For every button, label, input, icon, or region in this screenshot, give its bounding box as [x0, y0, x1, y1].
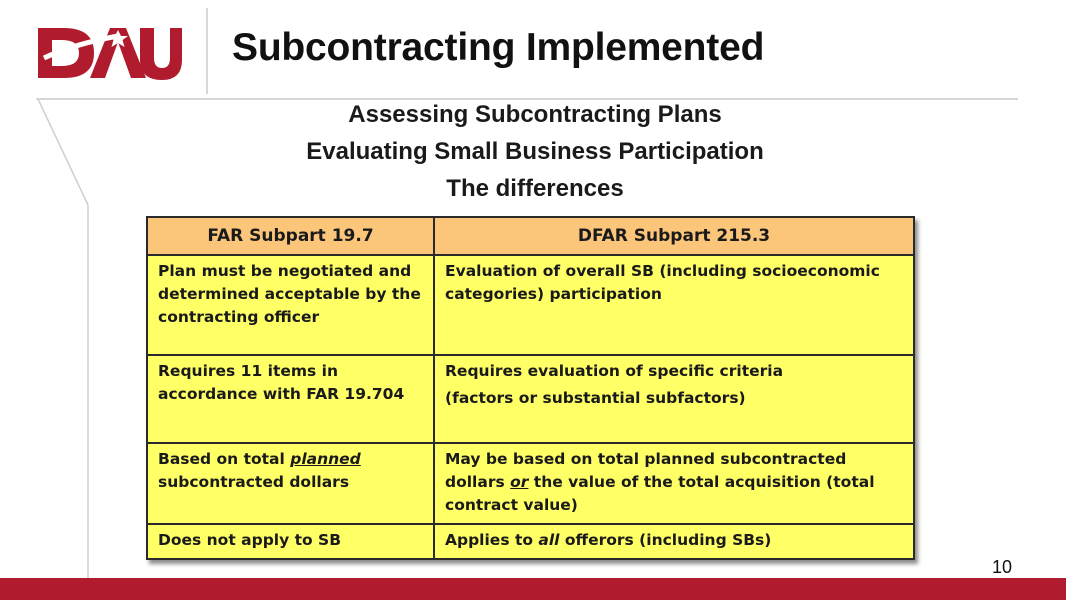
- emphasis-text: or: [510, 473, 529, 491]
- comparison-table: [146, 216, 915, 560]
- table-row: [147, 443, 914, 524]
- subtitle-line: Evaluating Small Business Participation: [306, 138, 764, 165]
- table-cell: [434, 524, 914, 559]
- emphasis-text: planned: [290, 450, 361, 468]
- table-header-row: [147, 217, 914, 255]
- cell-text: Based on total: [158, 450, 291, 468]
- cell-text: subcontracted dollars: [158, 473, 350, 491]
- table-cell: [434, 443, 914, 524]
- cell-text: offerors (including SBs): [559, 531, 772, 549]
- column-header-far: FAR Subpart 19.7: [147, 217, 434, 255]
- dau-logo: [34, 22, 184, 84]
- table-cell: Requires 11 items in accordance with FAR 19.704: [147, 355, 434, 443]
- table-cell: Does not apply to SB: [147, 524, 434, 559]
- table-cell: Evaluation of overall SB (including socioeconomic categories) participation: [434, 255, 914, 355]
- table-row: [147, 524, 914, 559]
- cell-text: Requires evaluation of specific criteria: [445, 362, 784, 380]
- slide-title: Subcontracting Implemented: [232, 26, 765, 69]
- table-row: [147, 255, 914, 355]
- subtitle-line: The differences: [446, 175, 624, 202]
- cell-text: (factors or substantial subfactors): [445, 389, 746, 407]
- subtitle-block: [200, 96, 870, 207]
- column-header-dfar: DFAR Subpart 215.3: [434, 217, 914, 255]
- cell-text: the value of the total acquisition (total contract value): [445, 473, 875, 514]
- title-separator: [206, 8, 208, 94]
- table-cell: [434, 355, 914, 443]
- subtitle-line: Assessing Subcontracting Plans: [348, 101, 722, 128]
- cell-text: Applies to: [445, 531, 539, 549]
- emphasis-text: all: [538, 531, 560, 549]
- footer-bar: [0, 578, 1066, 600]
- table-cell: [147, 443, 434, 524]
- page-number: 10: [991, 557, 1012, 577]
- table-row: [147, 355, 914, 443]
- cell-text: May be based on total planned subcontracted dollars: [445, 450, 847, 491]
- table-cell: Plan must be negotiated and determined acceptable by the contracting officer: [147, 255, 434, 355]
